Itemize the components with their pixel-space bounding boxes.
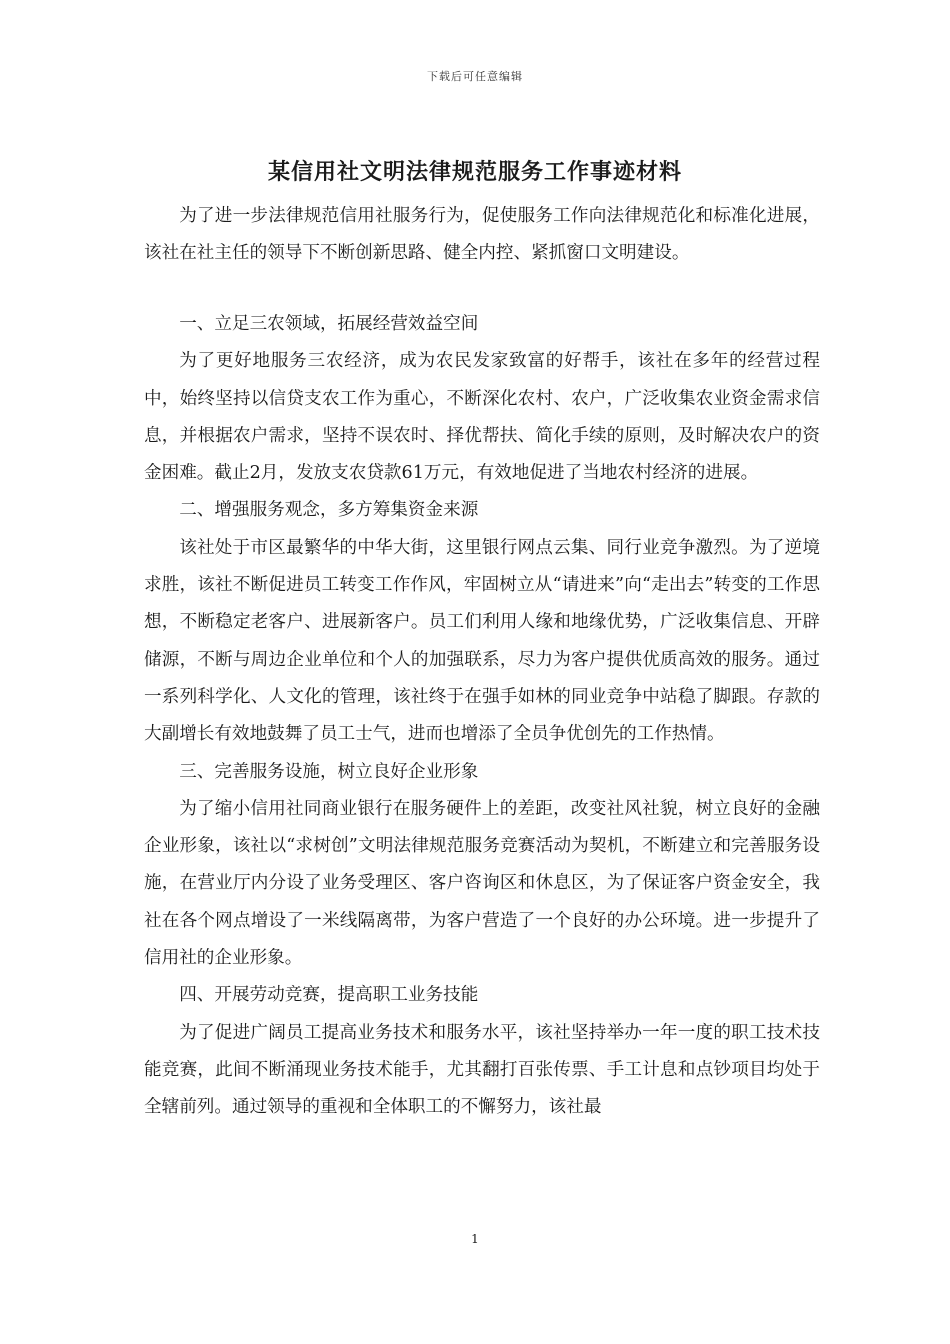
section-body-4: 为了促进广阔员工提高业务技术和服务水平，该社坚持举办一年一度的职工技术技能竞赛，此间不断涌现业务技术能手，尤其翻打百张传票、手工计息和点钞项目均处于全辖前列。通过领导的重视和全体职工的不懈努力，该社最 — [144, 1022, 820, 1118]
section-heading-4: 四、开展劳动竞赛，提高职工业务技能 — [179, 985, 479, 1006]
document-title: 某信用社文明法律规范服务工作事迹材料 — [267, 159, 682, 185]
section-body-2: 该社处于市区最繁华的中华大街，这里银行网点云集、同行业竞争激烈。为了逆境求胜，该社不断促进员工转变工作作风，牢固树立从“请进来”向“走出去”转变的工作思想，不断稳定老客户、进展新客户。员工们利用人缘和地缘优势，广泛收集信息、开辟储源，不断与周边企业单位和个人的加强联系，尽力为客户提供优质高效的服务。通过一系列科学化、人文化的管理，该社终于在强手如林的同业竞争中站稳了脚跟。存款的大副增长有效地鼓舞了员工士气，进而也增添了全员争优创先的工作热情。 — [144, 537, 820, 745]
page-number: 1 — [471, 1232, 479, 1246]
section-heading-1: 一、立足三农领域，拓展经营效益空间 — [179, 314, 479, 334]
intro-paragraph: 为了进一步法律规范信用社服务行为，促使服务工作向法律规范化和标准化进展，该社在社主任的领导下不断创新思路、健全内控、紧抓窗口文明建设。 — [144, 206, 820, 264]
section-body-3: 为了缩小信用社同商业银行在服务硬件上的差距，改变社风社貌，树立良好的金融企业形象，该社以“求树创”文明法律规范服务竞赛活动为契机，不断建立和完善服务设施，在营业厅内分设了业务受理区、客户咨询区和休息区，为了保证客户资金安全，我社在各个网点增设了一米线隔离带，为客户营造了一个良好的办公环境。进一步提升了信用社的企业形象。 — [144, 798, 820, 969]
section-body-1: 为了更好地服务三农经济，成为农民发家致富的好帮手，该社在多年的经营过程中，始终坚持以信贷支农工作为重心，不断深化农村、农户，广泛收集农业资金需求信息，并根据农户需求，坚持不误农时、择优帮扶、简化手续的原则，及时解决农户的资金困难。截止2月，发放支农贷款61万元，有效地促进了当地农村经济的进展。 — [144, 351, 820, 484]
section-heading-2: 二、增强服务观念，多方筹集资金来源 — [179, 500, 479, 521]
page-header-note: 下载后可任意编辑 — [427, 70, 523, 83]
document-body — [144, 306, 820, 1127]
section-heading-3: 三、完善服务设施，树立良好企业形象 — [179, 761, 479, 782]
